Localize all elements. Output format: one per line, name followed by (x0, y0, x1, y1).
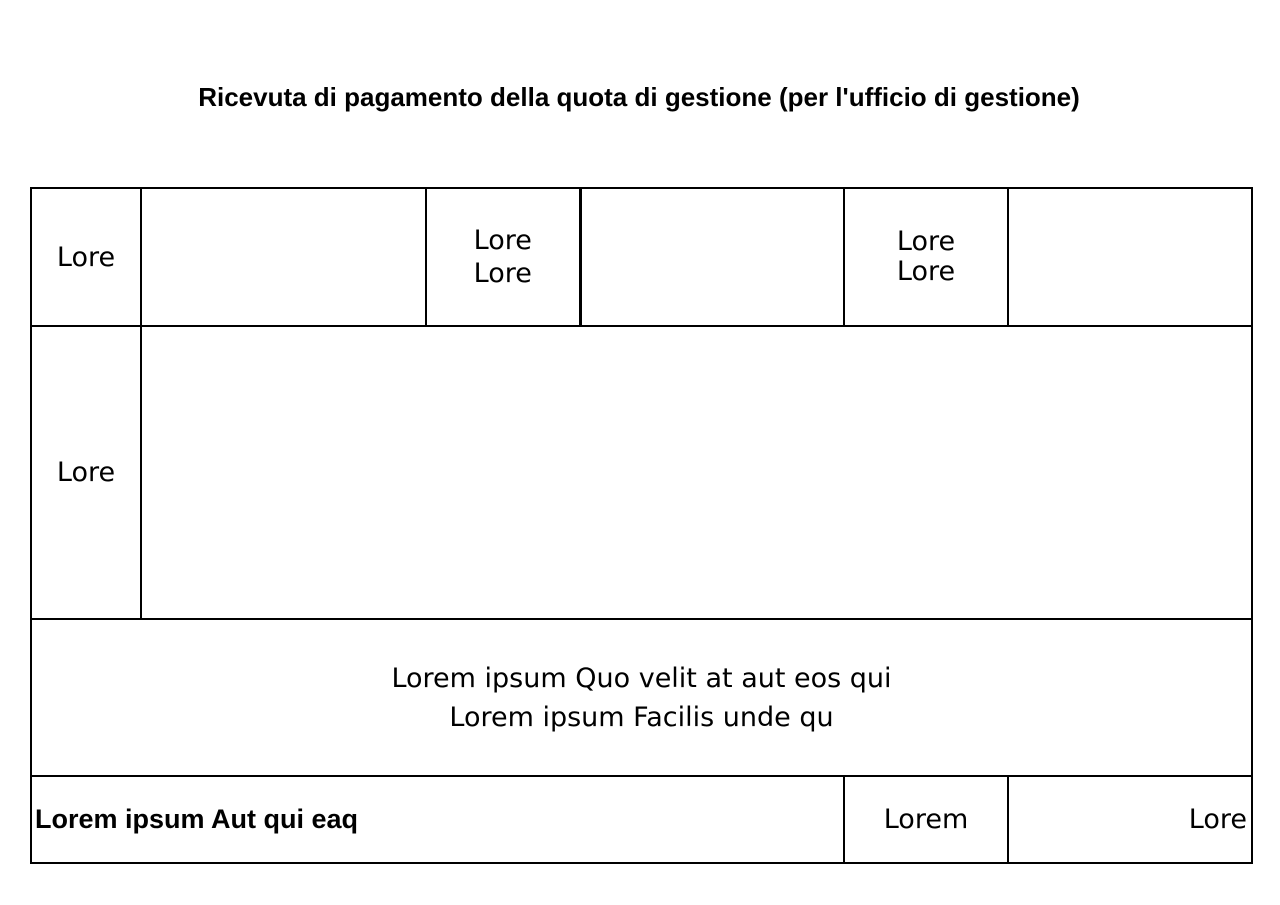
label-text-line-2: Lore (896, 256, 956, 287)
label-cell-4 (31, 326, 141, 619)
receipt-table (30, 187, 1253, 864)
label-text-line-2: Lore (473, 258, 532, 289)
total-label: Lorem ipsum Aut qui eaq (35, 804, 359, 834)
total-middle-cell (844, 776, 1008, 863)
value-cell-2 (580, 188, 844, 326)
table-row (31, 776, 1252, 863)
total-label-cell (31, 776, 844, 863)
label-cell-3 (844, 188, 1008, 326)
label-text: Lore (56, 457, 116, 488)
label-text-line-1: Lore (896, 226, 956, 257)
table-row (31, 326, 1252, 619)
table-row (31, 188, 1252, 326)
document-title: Ricevuta di pagamento della quota di gestione (per l'ufficio di gestione) (198, 82, 1080, 112)
total-amount-cell (1008, 776, 1252, 863)
content-area-cell (141, 326, 1252, 619)
total-amount-text: Lore (1188, 804, 1247, 835)
value-cell-1 (141, 188, 426, 326)
label-cell-1 (31, 188, 141, 326)
notice-line-1: Lorem ipsum Quo velit at aut eos qui (391, 662, 892, 694)
label-text: Lore (56, 241, 116, 273)
label-cell-2 (426, 188, 580, 326)
table-row (31, 619, 1252, 776)
notice-cell (31, 619, 1252, 776)
total-middle-text: Lorem (883, 804, 969, 835)
notice-line-2: Lorem ipsum Facilis unde qu (449, 701, 834, 733)
value-cell-3 (1008, 188, 1252, 326)
label-text-line-1: Lore (473, 225, 532, 256)
